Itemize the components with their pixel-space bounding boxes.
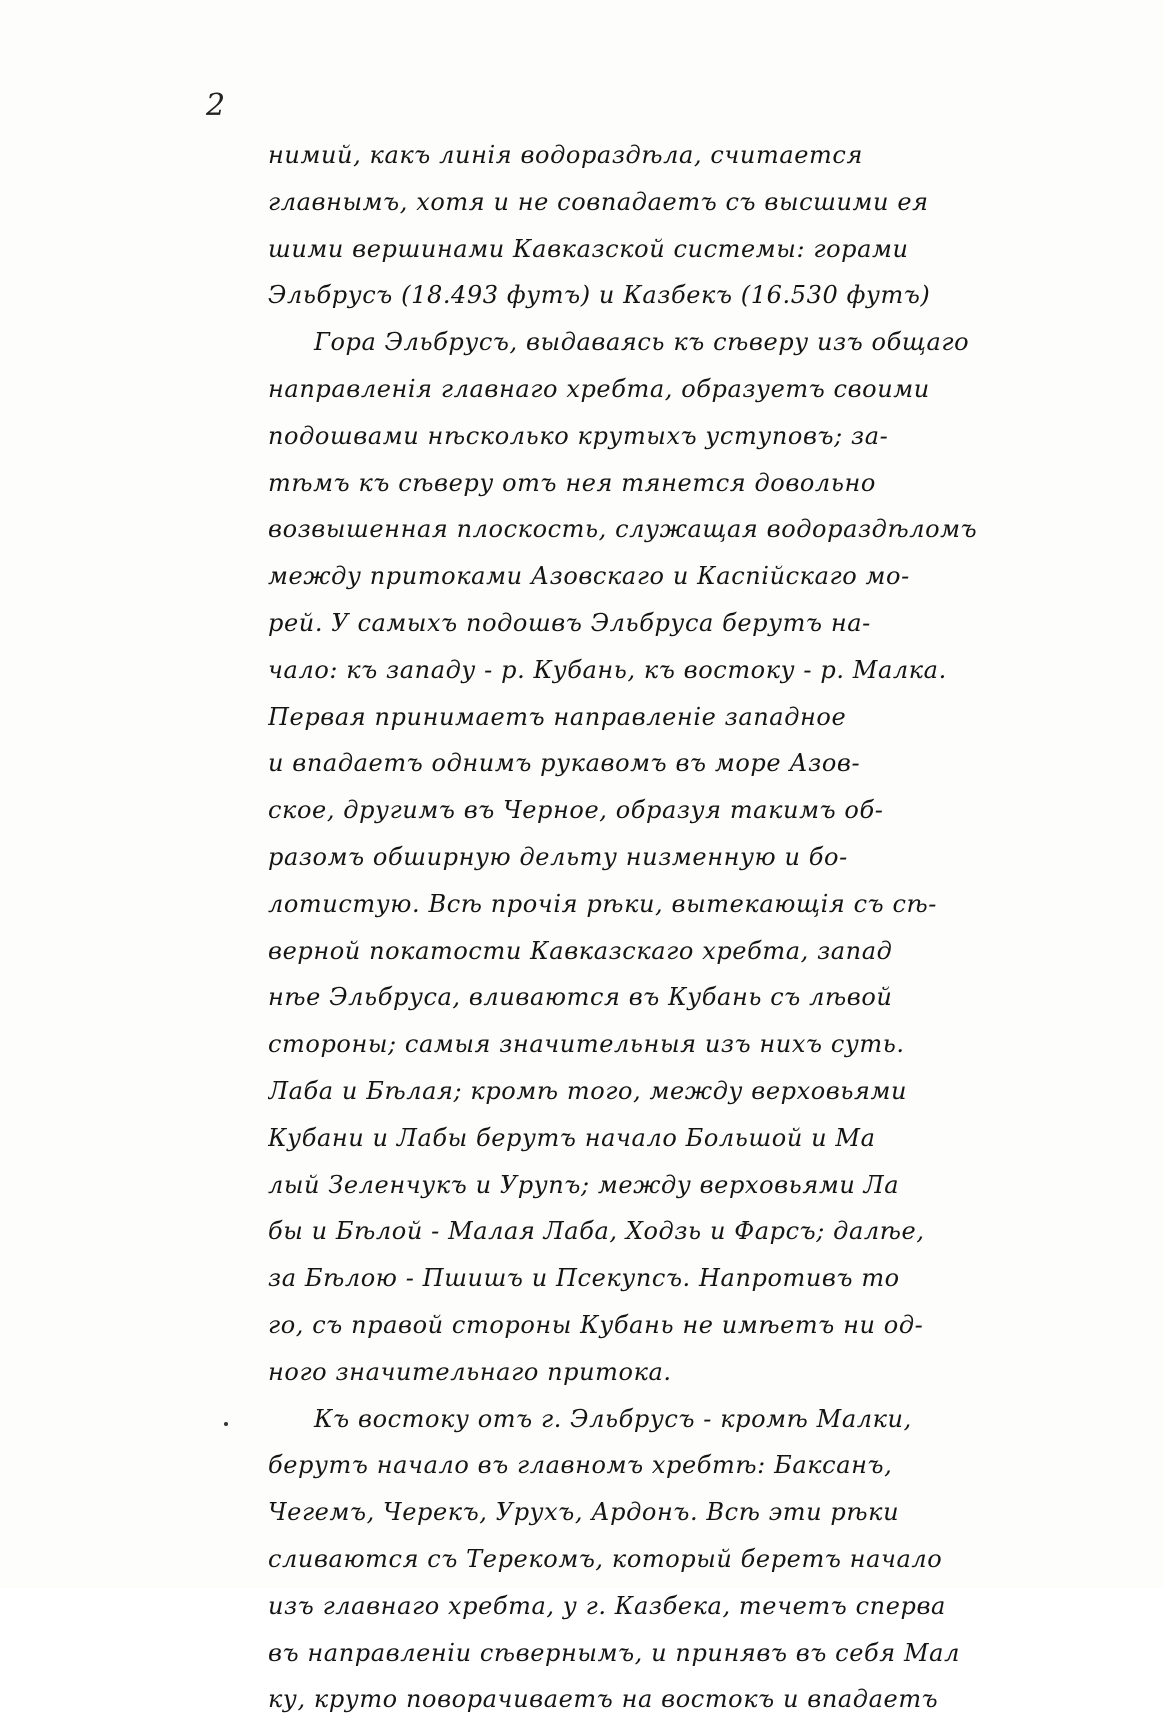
manuscript-line: нимий, какъ линія водораздѣла, считается	[268, 141, 863, 169]
manuscript-line: возвышенная плоскость, служащая водораздѣломъ	[268, 515, 978, 544]
manuscript-line: подошвами нѣсколько крутыхъ уступовъ; за-	[268, 421, 889, 450]
manuscript-line: ское, другимъ въ Черное, образуя такимъ об-	[268, 796, 884, 825]
manuscript-text	[268, 132, 1008, 1723]
manuscript-line: разомъ обширную дельту низменную и бо-	[268, 842, 848, 871]
manuscript-line: Эльбрусъ (18.493 футъ) и Казбекъ (16.530 футъ)	[268, 281, 931, 310]
manuscript-line: Гора Эльбрусъ, выдаваясь къ сѣверу изъ общаго	[314, 328, 970, 357]
manuscript-line: шими вершинами Кавказской системы: горами	[268, 234, 909, 263]
manuscript-line: верной покатости Кавказскаго хребта, запад	[268, 936, 893, 965]
manuscript-line: бы и Бѣлой - Малая Лаба, Ходзь и Фарсъ; далѣе,	[268, 1217, 925, 1246]
manuscript-line: изъ главнаго хребта, у г. Казбека, течетъ сперва	[268, 1591, 946, 1620]
manuscript-line: въ направленіи сѣвернымъ, и принявъ въ себя Мал	[268, 1638, 960, 1667]
manuscript-line: чало: къ западу - р. Кубань, къ востоку - р. Малка.	[268, 655, 947, 684]
manuscript-line: берутъ начало въ главномъ хребтѣ: Баксанъ,	[268, 1451, 893, 1480]
page-number: 2	[206, 88, 226, 123]
manuscript-line: Къ востоку отъ г. Эльбрусъ - кромѣ Малки,	[314, 1404, 912, 1433]
manuscript-line: за Бѣлою - Пшишъ и Псекупсъ. Напротивъ то	[268, 1264, 900, 1293]
manuscript-line: и впадаетъ однимъ рукавомъ въ море Азов-	[268, 749, 861, 778]
manuscript-line: Лаба и Бѣлая; кромѣ того, между верховьями	[268, 1076, 908, 1105]
manuscript-line: между притоками Азовскаго и Каспійскаго мо-	[268, 562, 910, 591]
manuscript-line: Первая принимаетъ направленіе западное	[268, 702, 847, 731]
manuscript-line: ного значительнаго притока.	[268, 1357, 672, 1386]
manuscript-line: Чегемъ, Черекъ, Урухъ, Ардонъ. Всѣ эти рѣки	[268, 1498, 900, 1527]
manuscript-line: направленія главнаго хребта, образуетъ своими	[268, 374, 930, 403]
manuscript-line: ку, круто поворачиваетъ на востокъ и впадаетъ	[268, 1685, 939, 1714]
manuscript-line: тѣмъ къ сѣверу отъ нея тянется довольно	[268, 468, 876, 497]
manuscript-line: главнымъ, хотя и не совпадаетъ съ высшими ея	[268, 187, 929, 216]
manuscript-line: лотистую. Всѣ прочія рѣки, вытекающія съ сѣ-	[268, 889, 937, 918]
manuscript-line: го, съ правой стороны Кубань не имѣетъ ни од-	[268, 1310, 924, 1339]
manuscript-line: Кубани и Лабы берутъ начало Большой и Ма	[268, 1123, 876, 1152]
manuscript-line: лый Зеленчукъ и Урупъ; между верховьями Ла	[268, 1170, 900, 1199]
margin-mark	[224, 1422, 228, 1426]
manuscript-line: сливаются съ Терекомъ, который беретъ начало	[268, 1544, 943, 1573]
manuscript-line: рей. У самыхъ подошвъ Эльбруса берутъ на-	[268, 608, 871, 637]
manuscript-line: стороны; самыя значительныя изъ нихъ суть.	[268, 1030, 905, 1059]
manuscript-line: нѣе Эльбруса, вливаются въ Кубань съ лѣвой	[268, 983, 893, 1012]
